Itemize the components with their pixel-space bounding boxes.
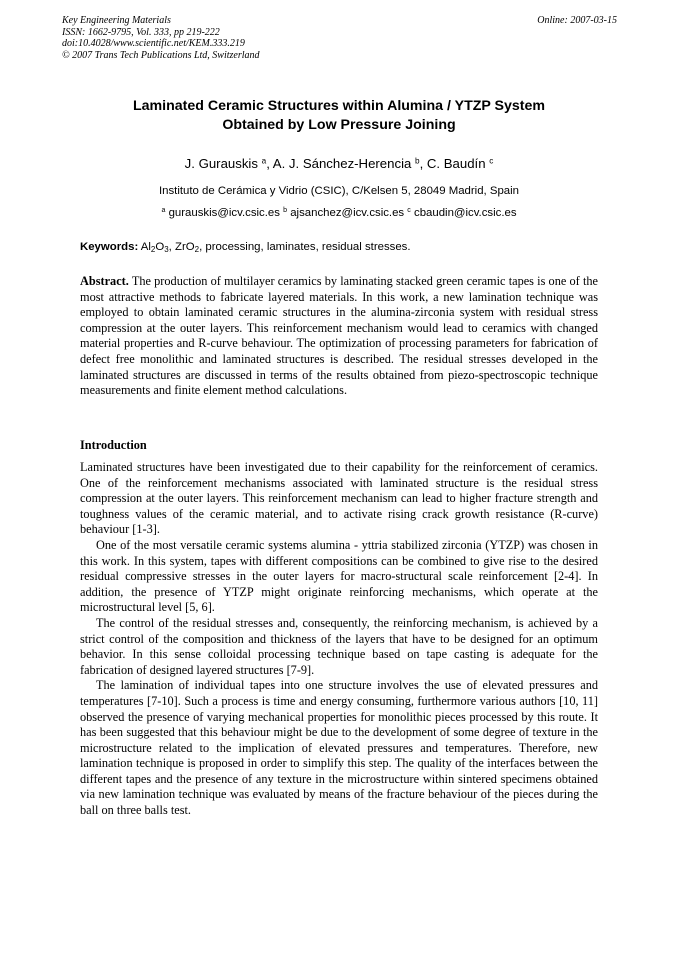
- formula-part: O: [155, 241, 165, 253]
- paragraph: The control of the residual stresses and, consequently, the reinforcing mechanism, is achieved by a strict control of the composition and thickness of the layers that have to be designed for an optimum behavior. In this sense colloidal processing technique based on tape casting is adequate for the fabrication of designed layered structures [7-9].: [80, 615, 598, 677]
- formula-part: Al: [140, 241, 151, 253]
- keywords-rest: , processing, laminates, residual stresses.: [199, 241, 411, 253]
- formula-subscript: 2: [150, 244, 156, 254]
- online-date: Online: 2007-03-15: [537, 15, 617, 26]
- title-line-1: Laminated Ceramic Structures within Alumina / YTZP System: [132, 98, 546, 114]
- keywords-label: Keywords:: [80, 241, 139, 253]
- doi-line: doi:10.4028/www.scientific.net/KEM.333.219: [62, 38, 245, 49]
- email-address: cbaudin@icv.csic.es: [414, 207, 517, 219]
- issn-line: ISSN: 1662-9795, Vol. 333, pp 219-222: [62, 26, 220, 38]
- author-name: A. J. Sánchez-Herencia: [272, 156, 412, 171]
- keywords: Keywords: $Al_2O_3$, ZrO$_2$, processing, laminates, residual stresses.: [80, 241, 411, 254]
- formula-subscript: 2: [194, 244, 200, 254]
- formula-al2o3: [141, 241, 169, 253]
- paper-title: [80, 97, 598, 135]
- author-name: C. Baudín: [426, 156, 486, 171]
- paragraph: Laminated structures have been investigated due to their capability for the reinforcement of ceramics. One of the reinforcement mechanisms associated with laminated structure is the residual stress compression at the outer layers. This reinforcement mechanism can lead to higher fracture strength and toughness values of the ceramic material, and to activate rising crack growth resistance (R-curve) behaviour [1-3].: [80, 460, 598, 537]
- email-mark: b: [283, 207, 288, 215]
- email-list: [80, 206, 598, 220]
- title-line-2: Obtained by Low Pressure Joining: [222, 117, 456, 133]
- formula-part: ZrO: [175, 241, 195, 253]
- page-header: [62, 15, 617, 61]
- author-mark: b: [415, 156, 420, 166]
- email-address: ajsanchez@icv.csic.es: [290, 207, 405, 219]
- journal-name: Key Engineering Materials: [62, 15, 171, 26]
- formula-subscript: 3: [164, 244, 169, 254]
- email-address: gurauskis@icv.csic.es: [168, 207, 280, 219]
- author-mark: a: [261, 156, 267, 166]
- publication-info: [62, 15, 617, 61]
- paragraph: One of the most versatile ceramic systems alumina - yttria stabilized zirconia (YTZP) was chosen in this work. In this system, tapes with different compositions can be combined to give rise to the desired residual compressive stresses in the outer layers for macro-structural scale reinforcement [2-4]. In addition, the presence of YTZP might originate reinforcing mechanisms, which operate at the microstructural level [5, 6].: [80, 537, 598, 615]
- email-mark: a: [161, 207, 166, 215]
- author-list: J. Gurauskis $^a$, A. J. Sánchez-Herencia $^b$, C. Baudín $^c$: [184, 156, 494, 171]
- abstract-label: Abstract.: [80, 274, 129, 288]
- email-mark: c: [407, 207, 411, 215]
- author-name: J. Gurauskis: [184, 156, 258, 171]
- introduction-body: [80, 460, 598, 819]
- abstract-text: The production of multilayer ceramics by laminating stacked green ceramic tapes is one of the most attractive methods to fabricate layered materials. In this work, a new lamination technique was employed to obtain laminated ceramic structures in the alumina-zirconia system with residual stress compression at the outer layers. This reinforcement mechanism would lead to ceramics with changed material properties and R-curve behaviour. The optimization of processing parameters for fabrication of defect free monolithic and laminated structures is described. The residual stresses developed in the laminated structures are discussed in terms of the results obtained from piezo-spectroscopic technique measurements and finite element method calculations.: [80, 274, 598, 398]
- section-heading-introduction: Introduction: [80, 438, 147, 452]
- paragraph: The lamination of individual tapes into one structure involves the use of elevated pressures and temperatures [7-10]. Such a process is time and energy consuming, furthermore various authors [10, 11] observed the presence of varying mechanical properties for monolithic pieces processed by this route. It has been suggested that this behaviour might be due to the development of some degree of texture in the microstructure related to the implication of elevated pressures and temperatures. Therefore, new lamination technique is proposed in order to simplify this step. The quality of the interfaces between the different tapes and the presence of any texture in the microstructure within sintered specimens obtained via new lamination technique was evaluated by means of the fracture behaviour of the pieces during the ball on three balls test.: [80, 678, 598, 818]
- formula-zro2: [175, 241, 199, 253]
- author-mark: c: [489, 156, 494, 166]
- copyright-line: © 2007 Trans Tech Publications Ltd, Switzerland: [62, 49, 260, 61]
- affiliation: Instituto de Cerámica y Vidrio (CSIC), C/Kelsen 5, 28049 Madrid, Spain: [158, 185, 520, 197]
- abstract: [80, 274, 598, 399]
